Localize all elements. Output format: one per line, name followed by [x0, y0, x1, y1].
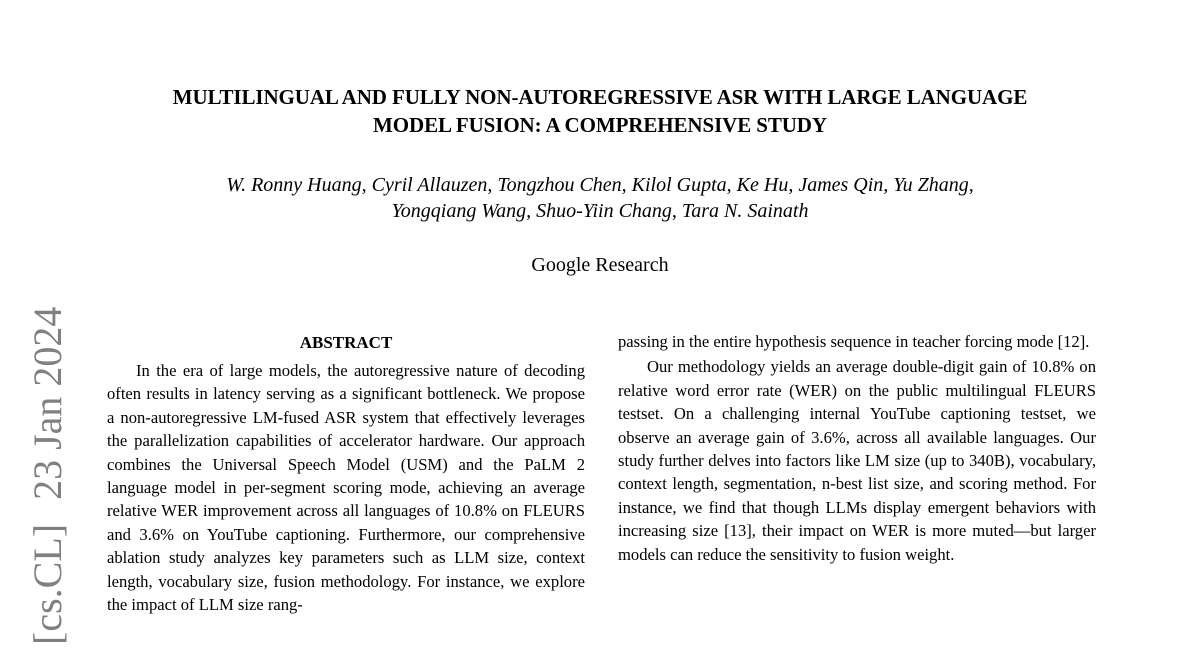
- author-list-line-1: W. Ronny Huang, Cyril Allauzen, Tongzhou Chen, Kilol Gupta, Ke Hu, James Qin, Yu Zhang,: [226, 174, 974, 196]
- arxiv-category: [cs.CL]: [25, 523, 70, 645]
- paper-title-line-2: MODEL FUSION: A COMPREHENSIVE STUDY: [373, 113, 827, 137]
- paper-title-line-1: MULTILINGUAL AND FULLY NON-AUTOREGRESSIVE ASR WITH LARGE LANGUAGE: [172, 85, 1028, 109]
- arxiv-date: 23 Jan 2024: [25, 306, 70, 500]
- abstract-column: [107, 330, 585, 616]
- arxiv-side-stamp: [25, 306, 70, 645]
- author-list: [0, 172, 1200, 224]
- abstract-heading: ABSTRACT: [299, 333, 393, 352]
- continued-paragraph: passing in the entire hypothesis sequence in teacher forcing mode [12].: [618, 332, 1090, 351]
- paper-title: [0, 83, 1200, 139]
- affiliation: Google Research: [531, 254, 669, 276]
- body-paragraph: Our methodology yields an average double-digit gain of 10.8% on relative word error rate (WER) on the public multilingual FLEURS testset. On a challenging internal YouTube captioning testset, we observe an average gain of 3.6%, across all available languages. Our study further delves into factors like LM size (up to 340B), vocabulary, context length, segmentation, n-best list size, and scoring method. For instance, we find that though LLMs display emergent behaviors with increasing size [13], their impact on WER is more muted—but larger models can reduce the sensitivity to fusion weight.: [618, 357, 1096, 564]
- right-text-column: [618, 330, 1096, 566]
- author-list-line-2: Yongqiang Wang, Shuo-Yiin Chang, Tara N. Sainath: [391, 200, 809, 222]
- abstract-paragraph: In the era of large models, the autoregressive nature of decoding often results in latency serving as a significant bottleneck. We propose a non-autoregressive LM-fused ASR system that effectively leverages the parallelization capabilities of accelerator hardware. Our approach combines the Universal Speech Model (USM) and the PaLM 2 language model in per-segment scoring mode, achieving an average relative WER improvement across all languages of 10.8% on FLEURS and 3.6% on YouTube captioning. Furthermore, our comprehensive ablation study analyzes key parameters such as LLM size, context length, vocabulary size, fusion methodology. For instance, we explore the impact of LLM size rang-: [107, 361, 585, 615]
